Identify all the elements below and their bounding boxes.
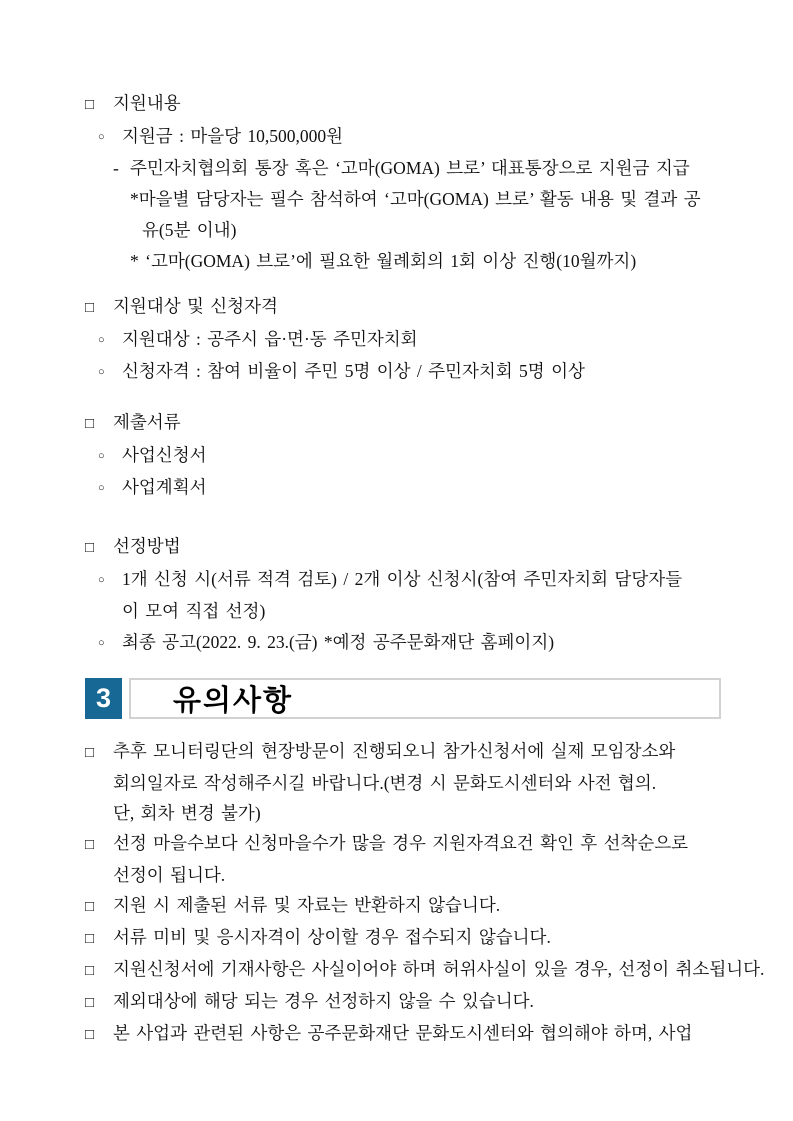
monthly-meeting-note-line <box>85 246 721 277</box>
circle-bullet: ○ <box>98 131 105 143</box>
text-line: 지원대상 : 공주시 읍·면·동 주민자치회 <box>122 329 418 349</box>
attendance-note-line <box>85 184 721 215</box>
text-line: 사업계획서 <box>122 477 207 497</box>
text-line: 이 모여 직접 선정) <box>122 601 266 621</box>
qualification-line <box>85 356 721 388</box>
text-line: * ‘고마(GOMA) 브로’에 필요한 월례회의 1회 이상 진행(10월까지) <box>130 251 637 271</box>
document-content <box>85 88 765 1050</box>
circle-bullet: ○ <box>98 450 105 462</box>
section-title-box <box>129 678 721 719</box>
section-title-line <box>85 531 721 564</box>
business-plan-line <box>85 472 721 504</box>
text-line: *마을별 담당자는 필수 참석하여 ‘고마(GOMA) 브로’ 활동 내용 및 결과 공 <box>130 189 701 209</box>
text-line: 본 사업과 관련된 사항은 공주문화재단 문화도시센터와 협의해야 하며, 사업 <box>113 1023 693 1043</box>
text-line: 단, 회차 변경 불가) <box>113 803 261 823</box>
note-line <box>85 890 721 922</box>
square-bullet: □ <box>85 416 95 432</box>
text-line: 지원신청서에 기재사항은 사실이어야 하며 허위사실이 있을 경우, 선정이 취소됩니다. <box>113 959 765 979</box>
selection-process-line <box>85 564 721 596</box>
section-number-badge: 3 <box>85 678 122 719</box>
selection-process-continuation <box>85 596 721 627</box>
note-line-continuation <box>85 798 721 828</box>
square-bullet: □ <box>85 995 95 1011</box>
note-line-continuation <box>85 860 721 890</box>
section-title: 선정방법 <box>113 536 181 556</box>
square-bullet: □ <box>85 963 95 979</box>
note-line <box>85 736 721 768</box>
note-line <box>85 1018 721 1050</box>
text-line: 서류 미비 및 응시자격이 상이할 경우 접수되지 않습니다. <box>113 927 551 947</box>
text-line: 1개 신청 시(서류 적격 검토) / 2개 이상 신청시(참여 주민자치회 담당자들 <box>122 569 683 589</box>
circle-bullet: ○ <box>98 482 105 494</box>
application-form-line <box>85 440 721 472</box>
circle-bullet: ○ <box>98 637 105 649</box>
text-line: 사업신청서 <box>122 445 207 465</box>
section-title: 지원대상 및 신청자격 <box>113 296 278 316</box>
text-line: 지원 시 제출된 서류 및 자료는 반환하지 않습니다. <box>113 895 501 915</box>
square-bullet: □ <box>85 899 95 915</box>
section-notes <box>85 736 765 1050</box>
text-line: 최종 공고(2022. 9. 23.(금) *예정 공주문화재단 홈페이지) <box>122 632 555 652</box>
circle-bullet: ○ <box>98 366 105 378</box>
support-amount-line <box>85 121 721 153</box>
text-line: 유(5분 이내) <box>142 220 237 240</box>
section-support-content <box>85 88 721 277</box>
square-bullet: □ <box>85 931 95 947</box>
note-line <box>85 922 721 954</box>
section-title: 제출서류 <box>113 412 181 432</box>
square-bullet: □ <box>85 745 95 761</box>
square-bullet: □ <box>85 540 95 556</box>
text-line: 제외대상에 해당 되는 경우 선정하지 않을 수 있습니다. <box>113 991 534 1011</box>
note-line-continuation <box>85 768 721 798</box>
text-line: 선정이 됩니다. <box>113 865 226 885</box>
square-bullet: □ <box>85 1027 95 1043</box>
attendance-note-continuation <box>85 215 721 246</box>
text-line: 지원금 : 마을당 10,500,000원 <box>122 126 344 146</box>
text-line: 선정 마을수보다 신청마을수가 많을 경우 지원자격요건 확인 후 선착순으로 <box>113 833 689 853</box>
circle-bullet: ○ <box>98 334 105 346</box>
section-3-header <box>85 678 721 719</box>
square-bullet: □ <box>85 97 95 113</box>
payment-method-line <box>85 153 721 184</box>
text-line: 신청자격 : 참여 비율이 주민 5명 이상 / 주민자치회 5명 이상 <box>122 361 585 381</box>
section-documents <box>85 407 721 504</box>
square-bullet: □ <box>85 300 95 316</box>
text-line: 주민자치협의회 통장 혹은 ‘고마(GOMA) 브로’ 대표통장으로 지원금 지급 <box>130 158 690 178</box>
section-title: 지원내용 <box>113 93 181 113</box>
section-title-line <box>85 291 721 324</box>
circle-bullet: ○ <box>98 574 105 586</box>
text-line: 회의일자로 작성해주시길 바랍니다.(변경 시 문화도시센터와 사전 협의. <box>113 773 657 793</box>
note-line <box>85 986 721 1018</box>
note-line <box>85 828 721 860</box>
final-announcement-line <box>85 627 721 659</box>
dash-bullet: - <box>113 158 119 178</box>
section-title-line <box>85 88 721 121</box>
note-line <box>85 954 765 986</box>
section-eligibility <box>85 291 721 388</box>
square-bullet: □ <box>85 837 95 853</box>
text-line: 추후 모니터링단의 현장방문이 진행되오니 참가신청서에 실제 모임장소와 <box>113 741 676 761</box>
section-header-title: 유의사항 <box>173 685 294 717</box>
section-selection-method <box>85 531 721 659</box>
section-title-line <box>85 407 721 440</box>
target-line <box>85 324 721 356</box>
